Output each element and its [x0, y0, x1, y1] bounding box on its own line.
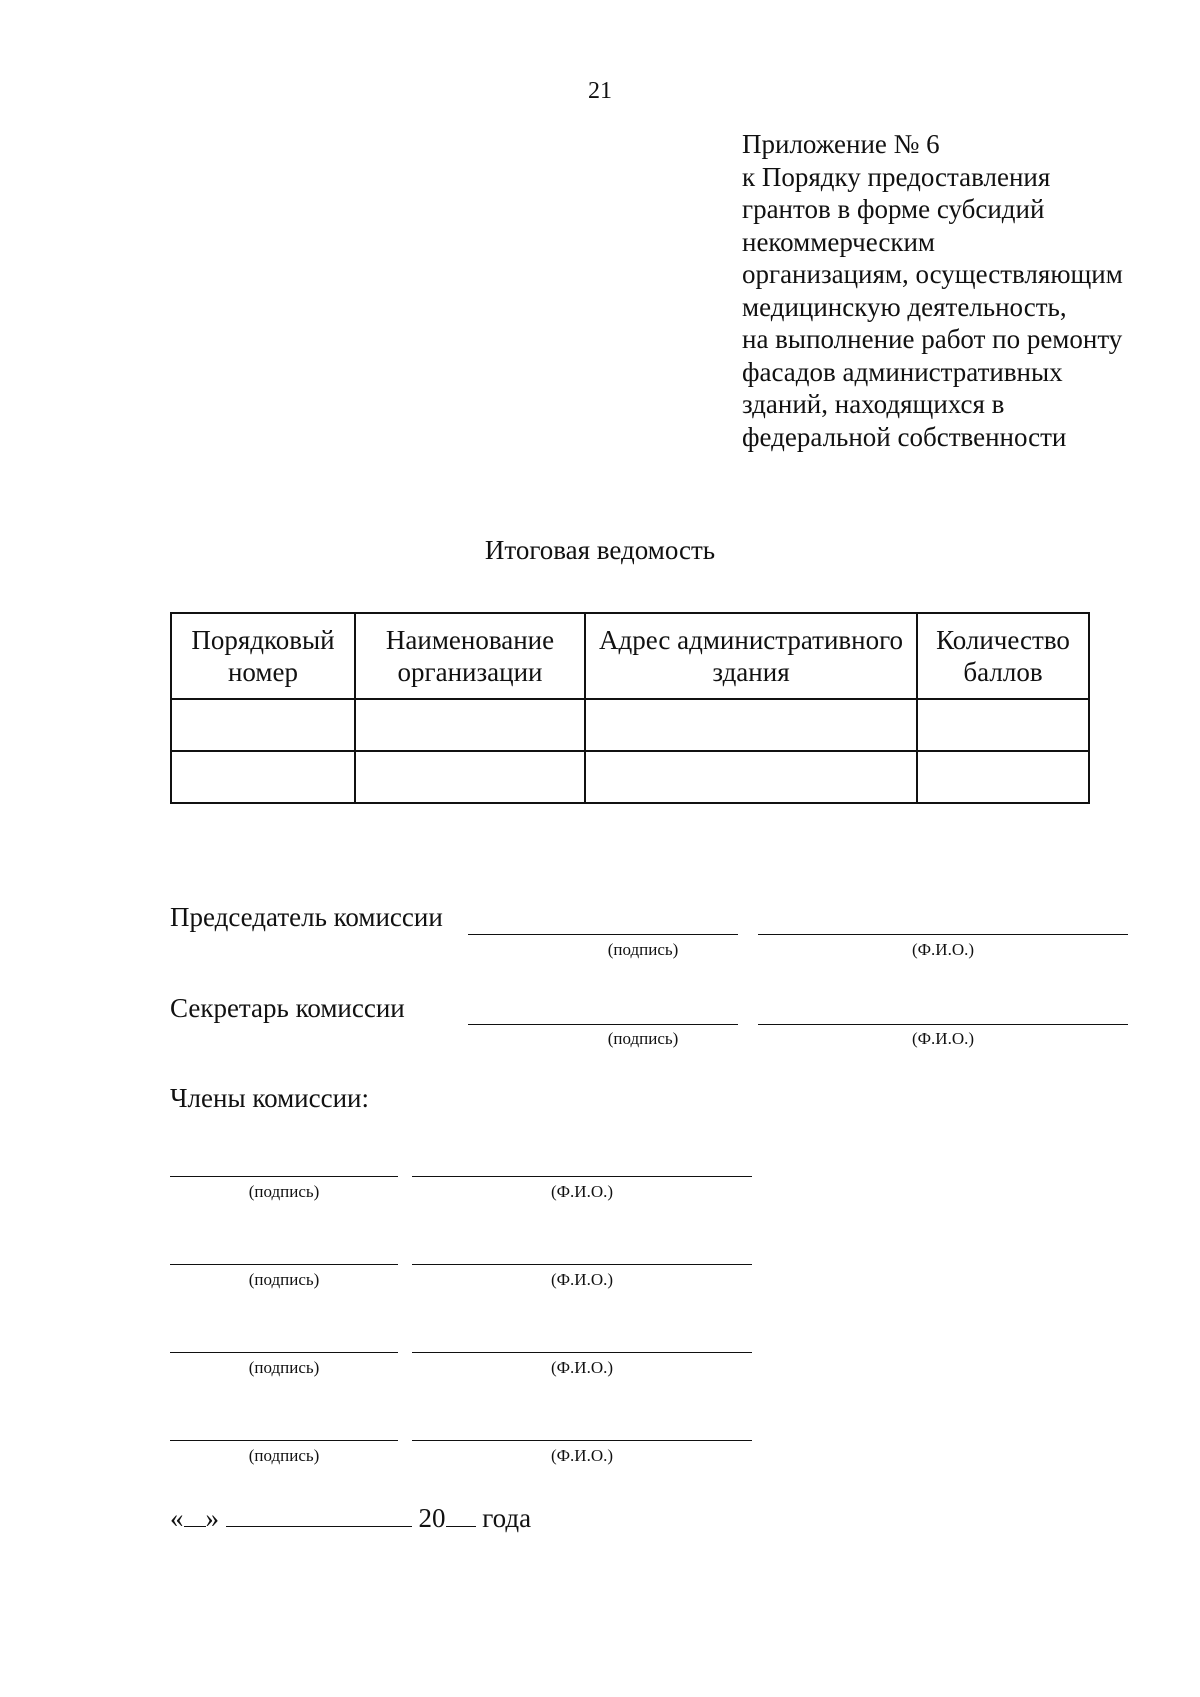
appendix-line: организациям, осуществляющим	[742, 259, 1123, 289]
table-header-row	[171, 613, 1089, 699]
signature-caption: (подпись)	[248, 1358, 320, 1377]
table-cell[interactable]	[917, 699, 1089, 751]
table-cell[interactable]	[355, 699, 585, 751]
column-header-organization: Наименование организации	[355, 613, 585, 699]
month-field[interactable]	[226, 1502, 412, 1527]
name-caption: (Ф.И.О.)	[550, 1358, 614, 1377]
appendix-header	[742, 128, 1182, 453]
day-field[interactable]	[184, 1502, 206, 1527]
column-header-address: Адрес административного здания	[585, 613, 917, 699]
name-caption: (Ф.И.О.)	[911, 1029, 975, 1048]
chairman-name-line[interactable]	[758, 912, 1128, 935]
appendix-line: на выполнение работ по ремонту	[742, 324, 1123, 354]
table-row	[171, 699, 1089, 751]
date-line	[170, 1502, 531, 1534]
member-name-line[interactable]	[412, 1242, 752, 1265]
table-row	[171, 751, 1089, 803]
appendix-line: грантов в форме субсидий	[742, 194, 1045, 224]
name-caption: (Ф.И.О.)	[911, 940, 975, 959]
table-cell[interactable]	[585, 699, 917, 751]
appendix-line: зданий, находящихся в	[742, 389, 1005, 419]
date-open-quote: «	[170, 1503, 184, 1533]
table-cell[interactable]	[917, 751, 1089, 803]
secretary-label: Секретарь комиссии	[170, 993, 405, 1023]
signature-caption: (подпись)	[607, 940, 679, 959]
member-name-line[interactable]	[412, 1330, 752, 1353]
member-name-line[interactable]	[412, 1418, 752, 1441]
year-suffix: года	[482, 1503, 532, 1533]
member-name-line[interactable]	[412, 1154, 752, 1177]
secretary-name-line[interactable]	[758, 1002, 1128, 1025]
table-cell[interactable]	[171, 751, 355, 803]
name-caption: (Ф.И.О.)	[550, 1270, 614, 1289]
members-label: Члены комиссии:	[170, 1083, 369, 1113]
appendix-line: Приложение № 6	[742, 129, 940, 159]
appendix-line: к Порядку предоставления	[742, 161, 1051, 192]
table-cell[interactable]	[355, 751, 585, 803]
name-caption: (Ф.И.О.)	[550, 1446, 614, 1465]
column-header-score: Количество баллов	[917, 613, 1089, 699]
year-field[interactable]	[446, 1502, 476, 1527]
appendix-line: медицинскую деятельность,	[742, 291, 1067, 322]
signature-caption: (подпись)	[248, 1446, 320, 1465]
name-caption: (Ф.И.О.)	[550, 1182, 614, 1201]
year-prefix: 20	[418, 1503, 446, 1533]
signature-caption: (подпись)	[248, 1270, 320, 1289]
page-number: 21	[588, 78, 612, 104]
chairman-signature-line[interactable]	[468, 912, 738, 935]
signature-caption: (подпись)	[607, 1029, 679, 1048]
table-cell[interactable]	[171, 699, 355, 751]
chairman-label: Председатель комиссии	[170, 902, 443, 932]
date-close-quote: »	[205, 1503, 219, 1533]
appendix-line: некоммерческим	[742, 226, 936, 257]
summary-table	[170, 612, 1090, 804]
member-signature-line[interactable]	[170, 1154, 398, 1177]
secretary-signature-line[interactable]	[468, 1002, 738, 1025]
appendix-line: федеральной собственности	[742, 421, 1067, 452]
member-signature-line[interactable]	[170, 1242, 398, 1265]
column-header-number: Порядковый номер	[171, 613, 355, 699]
signature-caption: (подпись)	[248, 1182, 320, 1201]
member-signature-line[interactable]	[170, 1330, 398, 1353]
appendix-line: фасадов административных	[742, 356, 1063, 387]
member-signature-line[interactable]	[170, 1418, 398, 1441]
table-cell[interactable]	[585, 751, 917, 803]
document-title: Итоговая ведомость	[484, 535, 716, 565]
